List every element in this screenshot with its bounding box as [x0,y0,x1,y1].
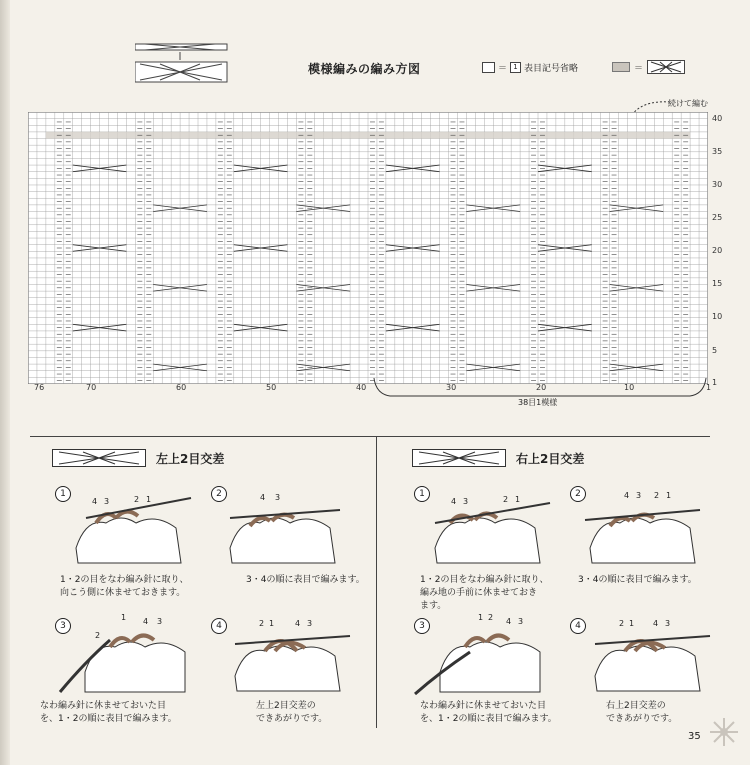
left-step-3-caption: なわ編み針に休ませておいた目 を、1・2の順に表目で編みます。 [40,701,177,724]
left-cross-icon [52,449,146,467]
svg-text:1: 1 [515,495,521,504]
legend-equals-2: ＝ [634,63,644,74]
cable-cross-icon [647,60,685,74]
legend-omit-text: 表目記号省略 [524,64,579,74]
x-tick-label: 76 [34,383,45,392]
right-cross-heading [412,449,584,467]
svg-text:4: 4 [653,619,659,628]
right-step-2-illustration [580,488,710,568]
left-step-4-illustration [225,616,355,696]
left-step-1-number: 1 [55,486,71,502]
x-tick-label: 70 [86,383,97,392]
page-number: 35 [688,731,701,742]
svg-text:4: 4 [451,497,457,506]
left-step-2-caption: 3・4の順に表目で編みます。 [246,575,365,585]
svg-text:4: 4 [260,493,266,502]
svg-text:3: 3 [104,497,110,506]
svg-text:2: 2 [134,495,140,504]
left-cross-heading [52,449,224,467]
svg-text:2: 2 [259,619,265,628]
y-tick-label: 25 [712,213,723,222]
cable-pattern-icon [135,42,235,84]
svg-text:4: 4 [143,617,149,626]
right-step-3-illustration [410,612,550,697]
left-step-4-number: 4 [211,618,227,634]
snowflake-icon [706,714,742,750]
svg-text:2: 2 [619,619,625,628]
svg-text:1: 1 [269,619,275,628]
left-step-2-number: 2 [211,486,227,502]
page-title: 模様編みの編み方図 [308,62,421,76]
legend-gray-symbol [612,60,685,74]
right-step-3-caption: なわ編み針に休ませておいた目 を、1・2の順に表目で編みます。 [420,701,557,724]
left-step-3-number: 3 [55,618,71,634]
svg-text:1: 1 [146,495,152,504]
y-tick-label: 30 [712,180,723,189]
y-tick-label: 40 [712,114,723,123]
legend-blank-symbol [482,61,578,74]
y-tick-label: 35 [712,147,723,156]
svg-text:3: 3 [275,493,281,502]
left-heading-text: 左上2目交差 [156,451,225,466]
svg-text:4: 4 [295,619,301,628]
right-step-1-illustration [425,488,555,568]
y-tick-label: 10 [712,312,723,321]
left-step-4-caption: 左上2目交差の できあがりです。 [256,701,328,724]
repeat-label: 38目1模様 [518,398,558,407]
knit-symbol-icon: 1 [510,62,521,73]
svg-text:2: 2 [654,491,660,500]
panel-divider [376,436,377,728]
left-step-1-caption: 1・2の目をなわ編み針に取り、 向こう側に休ませておきます。 [60,575,189,598]
x-tick-label: 40 [356,383,367,392]
svg-text:3: 3 [307,619,313,628]
gray-row-band [46,132,690,139]
gray-box-icon [612,62,630,72]
x-tick-label: 30 [446,383,457,392]
continue-note: 続けて編む [668,99,708,108]
section-divider [30,436,710,437]
svg-text:4: 4 [506,617,512,626]
svg-text:4: 4 [92,497,98,506]
y-tick-label: 20 [712,246,723,255]
page-gutter [0,0,10,765]
legend-equals: ＝ [498,64,508,74]
right-cross-icon [412,449,506,467]
x-tick-label: 60 [176,383,187,392]
svg-text:3: 3 [518,617,524,626]
svg-text:2: 2 [488,613,494,622]
right-heading-text: 右上2目交差 [516,451,585,466]
svg-text:1: 1 [121,613,127,622]
svg-text:3: 3 [636,491,642,500]
y-tick-label: 1 [712,378,718,387]
svg-text:3: 3 [463,497,469,506]
svg-text:1: 1 [478,613,484,622]
right-step-4-number: 4 [570,618,586,634]
svg-text:2: 2 [95,631,101,640]
left-step-1-illustration [66,488,196,568]
y-tick-label: 15 [712,279,723,288]
right-step-4-caption: 右上2目交差の できあがりです。 [606,701,678,724]
svg-text:2: 2 [503,495,509,504]
right-step-4-illustration [585,616,715,696]
blank-box-icon [482,62,495,73]
x-tick-label: 10 [624,383,635,392]
y-tick-label: 5 [712,346,718,355]
x-tick-label: 20 [536,383,547,392]
left-step-2-illustration [220,488,350,568]
right-step-2-number: 2 [570,486,586,502]
svg-text:3: 3 [157,617,163,626]
svg-text:1: 1 [629,619,635,628]
svg-text:4: 4 [624,491,630,500]
knitting-chart [28,112,708,384]
right-step-3-number: 3 [414,618,430,634]
x-tick-label: 50 [266,383,277,392]
svg-text:3: 3 [665,619,671,628]
right-step-1-number: 1 [414,486,430,502]
right-step-1-caption: 1・2の目をなわ編み針に取り、 編み地の手前に休ませておき ます。 [420,575,549,611]
right-step-2-caption: 3・4の順に表目で編みます。 [578,575,697,585]
left-step-3-illustration [55,612,195,697]
svg-text:1: 1 [666,491,672,500]
x-tick-label: 1 [706,383,712,392]
